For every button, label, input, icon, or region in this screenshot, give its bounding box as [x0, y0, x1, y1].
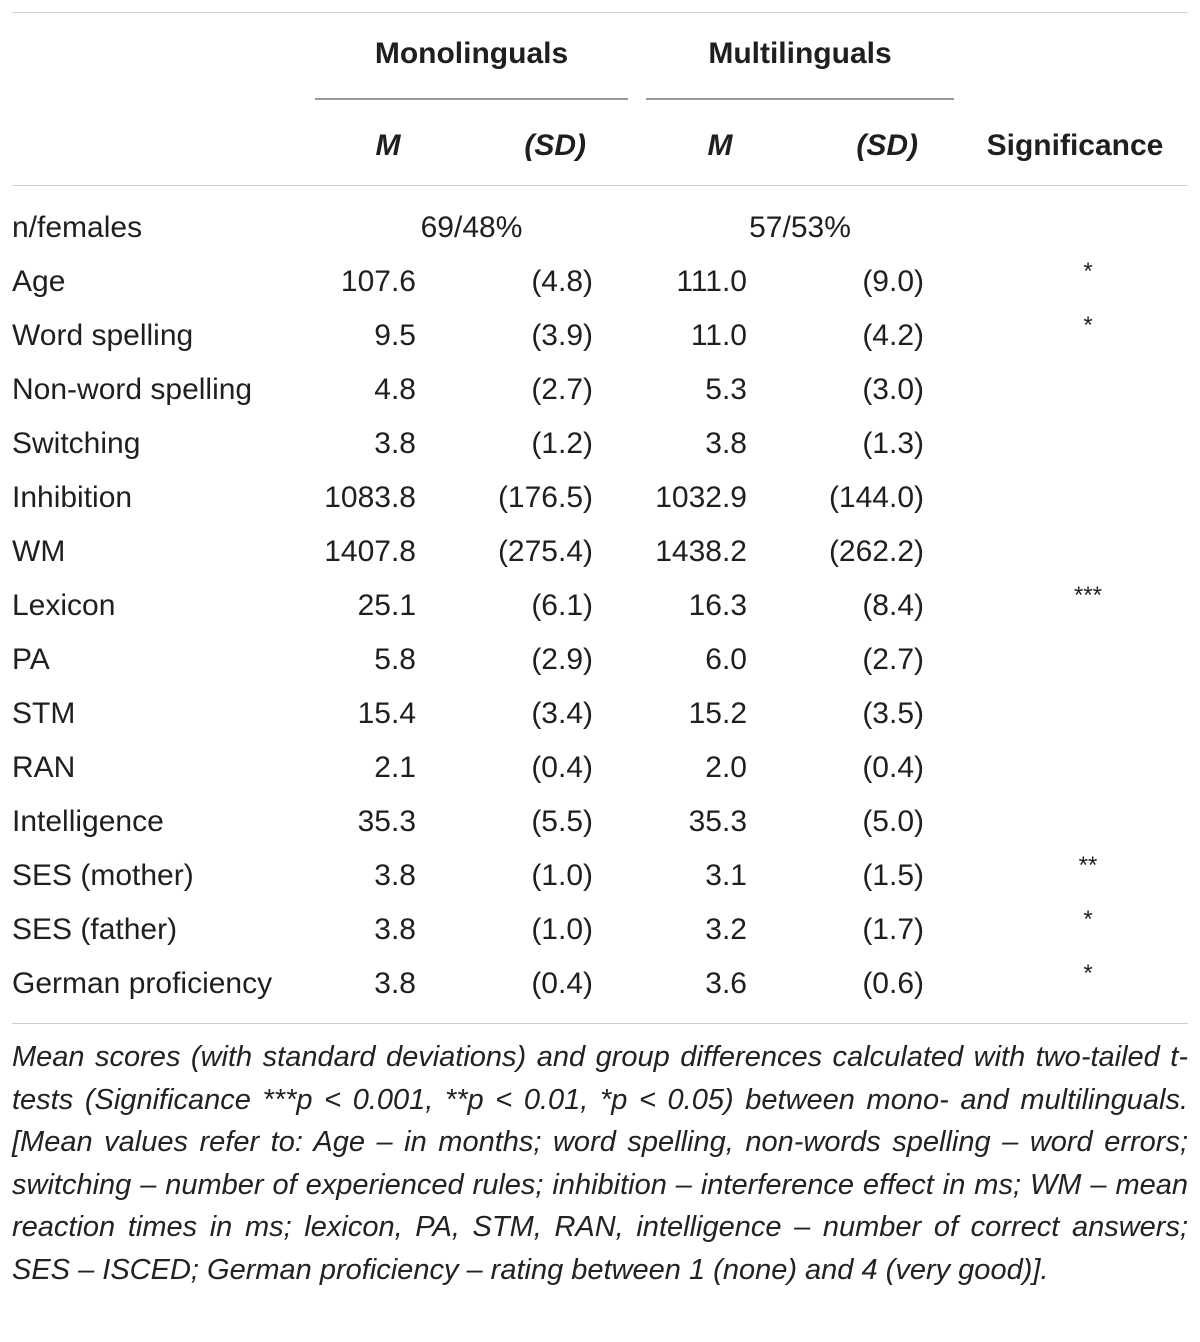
table-row	[12, 687, 1188, 741]
row-label: SES (mother)	[12, 859, 194, 892]
multi-sd-cell: (1.7)	[862, 913, 924, 946]
significance-cell: ***	[1073, 582, 1103, 609]
multi-m-cell: 16.3	[688, 589, 747, 622]
row-label: Lexicon	[12, 589, 116, 622]
mono-sd-cell: (2.9)	[531, 643, 593, 676]
mono-m-cell: 15.4	[357, 697, 416, 730]
multi-sd-cell: (3.0)	[862, 373, 924, 406]
significance-cell: *	[1083, 258, 1093, 285]
multi-m-cell: 3.8	[705, 427, 747, 460]
row-label: Intelligence	[12, 805, 164, 838]
table-row	[12, 741, 1188, 795]
mono-sd-cell: (1.0)	[531, 913, 593, 946]
significance-cell: *	[1083, 312, 1093, 339]
multi-span-value: 57/53%	[749, 211, 851, 244]
mono-m-cell: 3.8	[374, 913, 416, 946]
multi-sd-cell: (8.4)	[862, 589, 924, 622]
multi-sd-cell: (0.6)	[862, 967, 924, 1000]
mono-m-cell: 2.1	[374, 751, 416, 784]
header-multilinguals: Multilinguals	[708, 37, 892, 70]
header-multi-sd: (SD)	[856, 129, 918, 162]
header-mono-m: M	[375, 129, 401, 162]
header-mono-sd: (SD)	[524, 129, 586, 162]
multi-sd-cell: (5.0)	[862, 805, 924, 838]
mono-m-cell: 5.8	[374, 643, 416, 676]
table-row	[12, 579, 1188, 633]
multi-m-cell: 3.6	[705, 967, 747, 1000]
multi-m-cell: 1438.2	[655, 535, 747, 568]
mono-m-cell: 3.8	[374, 967, 416, 1000]
multi-sd-cell: (9.0)	[862, 265, 924, 298]
table-row	[12, 309, 1188, 363]
mono-sd-cell: (6.1)	[531, 589, 593, 622]
row-label: German proficiency	[12, 967, 273, 1000]
row-label: WM	[12, 535, 66, 568]
mono-m-cell: 25.1	[357, 589, 416, 622]
mono-m-cell: 35.3	[357, 805, 416, 838]
mono-sd-cell: (0.4)	[531, 967, 593, 1000]
table-row	[12, 471, 1188, 525]
multi-sd-cell: (1.5)	[862, 859, 924, 892]
row-label: n/females	[12, 211, 143, 244]
mono-m-cell: 3.8	[374, 859, 416, 892]
multi-sd-cell: (2.7)	[862, 643, 924, 676]
multi-m-cell: 6.0	[705, 643, 747, 676]
mono-sd-cell: (5.5)	[531, 805, 593, 838]
multilinguals-underline	[646, 98, 954, 100]
header-bottom-rule	[12, 185, 1188, 186]
mono-m-cell: 3.8	[374, 427, 416, 460]
row-label: PA	[12, 643, 50, 676]
top-rule	[12, 12, 1188, 13]
multi-m-cell: 1032.9	[655, 481, 747, 514]
mono-m-cell: 9.5	[374, 319, 416, 352]
multi-m-cell: 35.3	[688, 805, 747, 838]
multi-sd-cell: (4.2)	[862, 319, 924, 352]
row-label: Switching	[12, 427, 141, 460]
mono-m-cell: 1407.8	[324, 535, 416, 568]
row-label: Non-word spelling	[12, 373, 253, 406]
mono-sd-cell: (4.8)	[531, 265, 593, 298]
multi-sd-cell: (1.3)	[862, 427, 924, 460]
multi-m-cell: 3.2	[705, 913, 747, 946]
multi-m-cell: 11.0	[690, 319, 747, 352]
mono-sd-cell: (3.4)	[531, 697, 593, 730]
row-label: STM	[12, 697, 76, 730]
header-monolinguals: Monolinguals	[374, 37, 569, 70]
mono-sd-cell: (2.7)	[531, 373, 593, 406]
row-label: RAN	[12, 751, 76, 784]
table-row	[12, 633, 1188, 687]
mono-span-value: 69/48%	[420, 211, 523, 244]
mono-m-cell: 107.6	[340, 265, 416, 298]
multi-m-cell: 3.1	[705, 859, 747, 892]
significance-cell: *	[1083, 960, 1093, 987]
monolinguals-underline	[315, 98, 628, 100]
mono-sd-cell: (0.4)	[531, 751, 593, 784]
multi-m-cell: 2.0	[705, 751, 747, 784]
row-label: Inhibition	[12, 481, 133, 514]
row-label: SES (father)	[12, 913, 178, 946]
multi-sd-cell: (3.5)	[862, 697, 924, 730]
mono-m-cell: 1083.8	[324, 481, 416, 514]
multi-m-cell: 5.3	[705, 373, 747, 406]
multi-m-cell: 111.0	[676, 265, 747, 298]
mono-m-cell: 4.8	[374, 373, 416, 406]
table-row	[12, 363, 1188, 417]
significance-cell: **	[1078, 852, 1098, 879]
mono-sd-cell: (3.9)	[531, 319, 593, 352]
table-bottom-rule	[12, 1023, 1188, 1024]
header-significance: Significance	[986, 129, 1164, 162]
multi-sd-cell: (0.4)	[862, 751, 924, 784]
significance-cell: *	[1083, 906, 1093, 933]
row-label: Age	[12, 265, 66, 298]
mono-sd-cell: (275.4)	[497, 535, 593, 568]
multi-sd-cell: (144.0)	[828, 481, 924, 514]
mono-sd-cell: (1.0)	[531, 859, 593, 892]
table-footnote: Mean scores (with standard deviations) and group differences calculated with two-tailed t-tests (Significance ***p < 0.001, **p < 0.01, *p < 0.05) between mono- and multilinguals. [Mean values refer to: Age – in months; word spelling, non-words spelling – word errors; switching – number of experienced rules; inhibition – interference effect in ms; WM – mean reaction times in ms; lexicon, PA, STM, RAN, intelligence – number of correct answers; SES – ISCED; German proficiency – rating between 1 (none) and 4 (very good)].	[12, 1041, 1188, 1286]
header-multi-m: M	[707, 129, 733, 162]
table-row	[12, 957, 1188, 1011]
mono-sd-cell: (176.5)	[497, 481, 593, 514]
multi-m-cell: 15.2	[688, 697, 747, 730]
mono-sd-cell: (1.2)	[531, 427, 593, 460]
row-label: Word spelling	[12, 319, 194, 352]
multi-sd-cell: (262.2)	[828, 535, 924, 568]
table-row	[12, 417, 1188, 471]
